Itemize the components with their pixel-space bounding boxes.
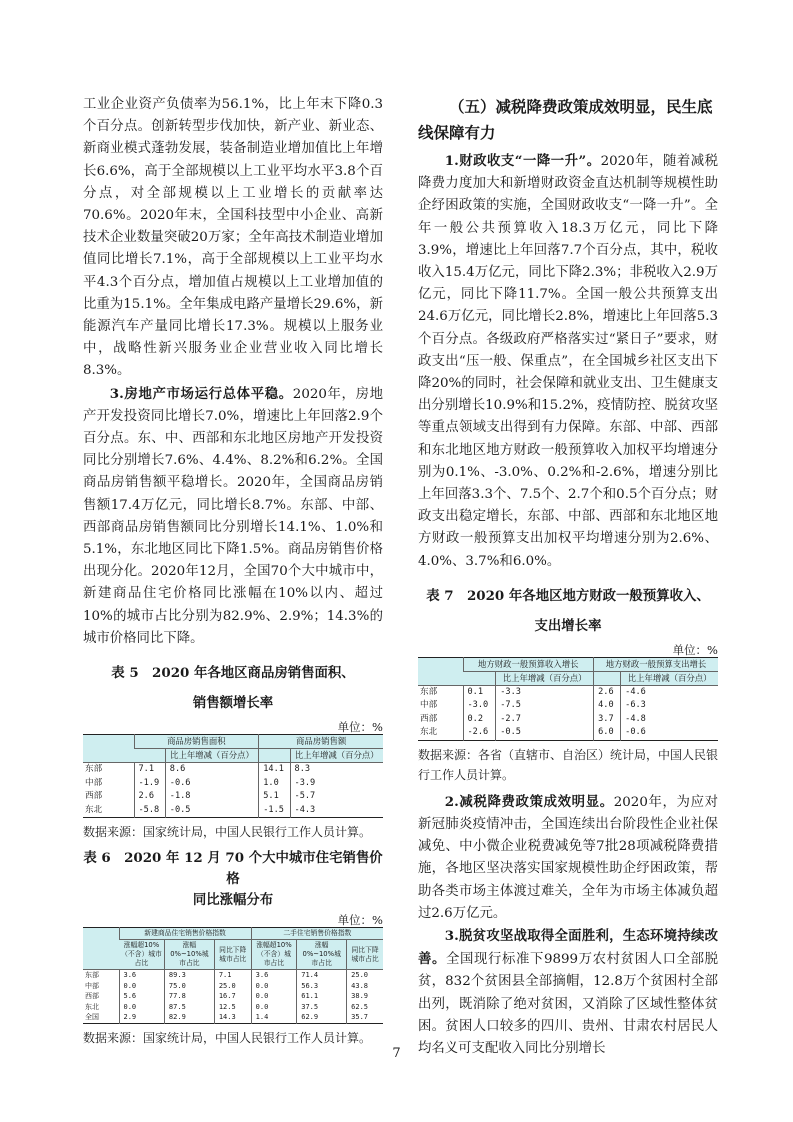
table-cell: 71.4 bbox=[297, 970, 347, 981]
table-row bbox=[83, 790, 383, 804]
table-row bbox=[83, 1002, 383, 1013]
paragraph-real-estate-heading: 3.房地产市场运行总体平稳。 bbox=[109, 385, 293, 402]
table-cell: 14.3 bbox=[214, 1012, 251, 1023]
table-cell: 56.3 bbox=[297, 981, 347, 992]
table-row bbox=[418, 699, 718, 713]
paragraph-fiscal-heading: 1.财政收支“一降一升”。 bbox=[444, 153, 601, 169]
table-cell: 35.7 bbox=[347, 1012, 383, 1023]
table-cell: -2.7 bbox=[496, 713, 594, 727]
table-row bbox=[83, 763, 383, 777]
table6-header-new: 新建商品住宅销售价格指数 bbox=[119, 928, 251, 940]
table-cell: 7.1 bbox=[134, 763, 165, 777]
table7-source: 数据来源：各省（直辖市、自治区）统计局，中国人民银行工作人员计算。 bbox=[418, 747, 719, 782]
table-cell: 43.8 bbox=[347, 981, 383, 992]
table-row bbox=[418, 726, 718, 740]
table7-header-expense: 地方财政一般预算支出增长 bbox=[594, 657, 718, 671]
table-cell: 2.6 bbox=[134, 790, 165, 804]
table7-header-revenue: 地方财政一般预算收入增长 bbox=[463, 657, 594, 671]
table6-header-c1: 涨幅超10%（不含）城市占比 bbox=[251, 940, 297, 970]
table6-unit: 单位：% bbox=[337, 913, 383, 928]
table6-source: 数据来源：国家统计局，中国人民银行工作人员计算。 bbox=[83, 1030, 372, 1045]
table-cell: 8.3 bbox=[290, 763, 383, 777]
table-row bbox=[83, 777, 383, 791]
page-number: 7 bbox=[392, 1046, 401, 1061]
paragraph-fiscal-body: 2020年，随着减税降费力度加大和新增财政资金直达机制等规模性助企纾困政策的实施，全国财政收支“一降一升”。全年一般公共预算收入18.3万亿元，同比下降3.9%，增速比上年回落7.7个百分点，其中，税收收入15.4万亿元，同比下降2.3%；非税收入2.9万亿元，同比下降11.7%。全国一般公共预算支出24.6万亿元，同比增长2.8%，增速比上年回落5.3个百分点。各级政府严格落实过“紧日子”要求，财政支出“压一般、保重点”，在全国城乡社区支出下降20%的同时，社会保障和就业支出、卫生健康支出分别增长10.9%和15.2%，疫情防控、脱贫攻坚等重点领域支出得到有力保障。东部、中部、西部和东北地区地方财政一般预算收入加权平均增速分别为0.1%、-3.0%、0.2%和-2.6%，增速分别比上年回落3.3个、7.5个、2.7个和0.5个百分点；财政支出稳定增长，东部、中部、西部和东北地区地方财政一般预算支出加权平均增速分别为2.6%、4.0%、3.7%和6.0%。 bbox=[418, 154, 719, 569]
table-cell: 西部 bbox=[420, 713, 438, 724]
table-row bbox=[418, 685, 718, 699]
paragraph-tax-cut-body: 2020年，为应对新冠肺炎疫情冲击，全国连续出台阶段性企业社保减免、中小微企业税费减免等7批28项减税降费措施，各地区坚决落实国家规模性助企纾困政策，帮助各类市场主体渡过难关，全年为市场主体减负超过2.6万亿元。 bbox=[418, 794, 718, 921]
table6-caption-line2: 同比涨幅分布 bbox=[192, 892, 274, 909]
table-cell: -5.7 bbox=[290, 790, 383, 804]
paragraph-real-estate-body: 2020年，房地产开发投资同比增长7.0%，增速比上年回落2.9个百分点。东、中、西部和东北地区房地产开发投资同比分别增长7.6%、4.4%、8.2%和6.2%。全国商品房销售额平稳增长。2020年，全国商品房销售额17.4万亿元，同比增长8.7%。东部、中部、西部商品房销售额同比分别增长14.1%、1.0%和5.1%，东北地区同比下降1.5%。商品房销售价格出现分化。2020年12月，全国70个大中城市中，新建商品住宅价格同比涨幅在10%以内、超过10%的城市占比分别为82.9%、2.9%；14.3%的城市价格同比下降。 bbox=[83, 386, 383, 646]
table-cell: -1.8 bbox=[165, 790, 258, 804]
table-row bbox=[83, 981, 383, 992]
table-cell: 1.0 bbox=[259, 777, 290, 791]
table-cell: 8.6 bbox=[165, 763, 258, 777]
table-cell: -3.0 bbox=[463, 699, 496, 713]
table7 bbox=[418, 657, 718, 741]
table7-unit: 单位：% bbox=[672, 642, 718, 657]
table-cell: 1.4 bbox=[251, 1012, 297, 1023]
table-cell: 东部 bbox=[85, 764, 103, 775]
table-cell: -1.9 bbox=[134, 777, 165, 791]
table-cell: -4.6 bbox=[621, 685, 718, 699]
table6-header-blank bbox=[83, 928, 119, 970]
table7-header-sub: 比上年增减（百分点） bbox=[496, 671, 594, 685]
table-cell: -3.9 bbox=[290, 777, 383, 791]
table6-header-c1: 涨幅超10%（不含）城市占比 bbox=[119, 940, 164, 970]
table-cell: -5.8 bbox=[134, 804, 165, 818]
table6-header-c2: 涨幅0%~10%城市占比 bbox=[297, 940, 347, 970]
paragraph-industry: 工业企业资产负债率为56.1%，比上年末下降0.3个百分点。创新转型步伐加快，新产业、新业态、新商业模式蓬勃发展，装备制造业增加值比上年增长6.6%，高于全部规模以上工业平均水平3.8个百分点，对全部规模以上工业增长的贡献率达70.6%。2020年末，全国科技型中小企业、高新技术企业数量突破20万家；全年高技术制造业增加值同比增长7.1%，高于全部规模以上工业平均水平4.3个百分点，增加值占规模以上工业增加值的比重为15.1%。全年集成电路产量增长29.6%，新能源汽车产量同比增长17.3%。规模以上服务业中，战略性新兴服务业企业营业收入同比增长8.3%。 bbox=[83, 97, 383, 379]
table-row bbox=[418, 713, 718, 727]
table5-header-sub: 比上年增减（百分点） bbox=[165, 749, 258, 763]
table-cell: 中部 bbox=[420, 700, 438, 711]
section-title: （五）减税降费政策成效明显，民生底线保障有力 bbox=[418, 97, 713, 142]
table-cell: 东北 bbox=[420, 727, 438, 738]
table-cell: 2.6 bbox=[594, 685, 621, 699]
table6-header-c3: 同比下降城市占比 bbox=[347, 940, 383, 970]
paragraph-real-estate bbox=[83, 383, 383, 650]
table6-header-used: 二手住宅销售价格指数 bbox=[251, 928, 383, 940]
table-cell: 77.8 bbox=[164, 991, 214, 1002]
table-cell: 东北 bbox=[85, 1002, 99, 1011]
paragraph-poverty-body: 全国现行标准下9899万农村贫困人口全部脱贫，832个贫困县全部摘帽，12.8万个贫困村全部出列，既消除了绝对贫困，又消除了区域性整体贫困。贫困人口较多的四川、贵州、甘肃农村居民人均名义可支配收入同比分别增长 bbox=[418, 952, 719, 1057]
table5-header-area: 商品房销售面积 bbox=[134, 735, 259, 749]
table-cell: 38.9 bbox=[347, 991, 383, 1002]
table-cell: 12.5 bbox=[214, 1002, 251, 1013]
table5-caption bbox=[83, 658, 383, 718]
table-cell: 中部 bbox=[85, 981, 99, 990]
table-cell: 82.9 bbox=[164, 1012, 214, 1023]
paragraph-poverty-heading: 3.脱贫攻坚战取得全面胜利，生态环境持续改善。 bbox=[418, 928, 718, 968]
table-cell: 4.0 bbox=[594, 699, 621, 713]
table-cell: -0.5 bbox=[496, 726, 594, 740]
table-cell: 3.7 bbox=[594, 713, 621, 727]
table7-header-sub: 比上年增减（百分点） bbox=[621, 671, 718, 685]
table5-header-blank bbox=[259, 749, 290, 763]
table-cell: 0.0 bbox=[251, 1002, 297, 1013]
table5-header-sub: 比上年增减（百分点） bbox=[290, 749, 383, 763]
table6-caption bbox=[83, 848, 383, 911]
table7-caption-line1: 表 7 2020 年各地区地方财政一般预算收入、 bbox=[426, 587, 710, 604]
table6-caption-line1: 表 6 2020 年 12 月 70 个大中城市住宅销售价格 bbox=[83, 850, 383, 888]
table-cell: 75.0 bbox=[164, 981, 214, 992]
table-cell: 5.6 bbox=[119, 991, 164, 1002]
table-cell: 东北 bbox=[85, 804, 103, 815]
table-cell: 0.2 bbox=[463, 713, 496, 727]
table-cell: 东部 bbox=[420, 686, 438, 697]
table-cell: 西部 bbox=[85, 992, 99, 1001]
paragraph-fiscal bbox=[418, 150, 718, 573]
table-cell: 0.0 bbox=[251, 981, 297, 992]
table7-header-blank bbox=[594, 671, 621, 685]
table-cell: 89.3 bbox=[164, 970, 214, 981]
table6-header-c3: 同比下降城市占比 bbox=[214, 940, 251, 970]
table-row bbox=[83, 991, 383, 1002]
table5-caption-line2: 销售额增长率 bbox=[192, 695, 274, 712]
paragraph-tax-cut bbox=[418, 791, 718, 925]
table-cell: 62.5 bbox=[347, 1002, 383, 1013]
table7-caption bbox=[418, 581, 718, 641]
table-cell: 3.6 bbox=[119, 970, 164, 981]
paragraph-poverty bbox=[418, 925, 718, 1060]
table-cell: -4.3 bbox=[290, 804, 383, 818]
table-row bbox=[83, 970, 383, 981]
table-cell: 62.9 bbox=[297, 1012, 347, 1023]
left-column bbox=[83, 94, 383, 1048]
table-cell: -3.3 bbox=[496, 685, 594, 699]
table-cell: -0.6 bbox=[165, 777, 258, 791]
table-cell: 7.1 bbox=[214, 970, 251, 981]
table-cell: -2.6 bbox=[463, 726, 496, 740]
table5-header-amount: 商品房销售额 bbox=[259, 735, 383, 749]
table-cell: 61.1 bbox=[297, 991, 347, 1002]
table-cell: 西部 bbox=[85, 791, 103, 802]
table-cell: 5.1 bbox=[259, 790, 290, 804]
paragraph-tax-cut-heading: 2.减税降费政策成效明显。 bbox=[444, 793, 614, 810]
table-cell: -4.8 bbox=[621, 713, 718, 727]
table-cell: 全国 bbox=[85, 1013, 99, 1022]
table-cell: 东部 bbox=[85, 971, 99, 980]
table-cell: 25.0 bbox=[347, 970, 383, 981]
table-cell: 0.0 bbox=[251, 991, 297, 1002]
table6 bbox=[83, 927, 383, 1024]
right-column bbox=[418, 94, 718, 1060]
table-cell: 6.0 bbox=[594, 726, 621, 740]
table5-unit: 单位：% bbox=[337, 720, 383, 735]
table5-caption-line1: 表 5 2020 年各地区商品房销售面积、 bbox=[111, 665, 355, 682]
table7-caption-line2: 支出增长率 bbox=[534, 617, 602, 634]
table-cell: 14.1 bbox=[259, 763, 290, 777]
table5-source: 数据来源：国家统计局，中国人民银行工作人员计算。 bbox=[83, 825, 372, 840]
table-cell: 中部 bbox=[85, 777, 103, 788]
table-cell: -7.5 bbox=[496, 699, 594, 713]
table-cell: -0.5 bbox=[165, 804, 258, 818]
table-cell: 0.1 bbox=[463, 685, 496, 699]
table-cell: 37.5 bbox=[297, 1002, 347, 1013]
table-cell: 16.7 bbox=[214, 991, 251, 1002]
table6-header-c2: 涨幅0%~10%城市占比 bbox=[164, 940, 214, 970]
table7-header-blank bbox=[418, 657, 463, 685]
table-cell: -1.5 bbox=[259, 804, 290, 818]
table-cell: 0.0 bbox=[119, 1002, 164, 1013]
table7-header-blank bbox=[463, 671, 496, 685]
table-row bbox=[83, 804, 383, 818]
table-cell: 3.6 bbox=[251, 970, 297, 981]
table-cell: 87.5 bbox=[164, 1002, 214, 1013]
table-cell: -0.6 bbox=[621, 726, 718, 740]
table-cell: 25.0 bbox=[214, 981, 251, 992]
table-cell: 0.0 bbox=[119, 981, 164, 992]
table5-header-blank bbox=[83, 735, 134, 763]
table5 bbox=[83, 734, 383, 818]
table-cell: 2.9 bbox=[119, 1012, 164, 1023]
table-cell: -6.3 bbox=[621, 699, 718, 713]
table5-header-blank bbox=[134, 749, 165, 763]
table-row bbox=[83, 1012, 383, 1023]
